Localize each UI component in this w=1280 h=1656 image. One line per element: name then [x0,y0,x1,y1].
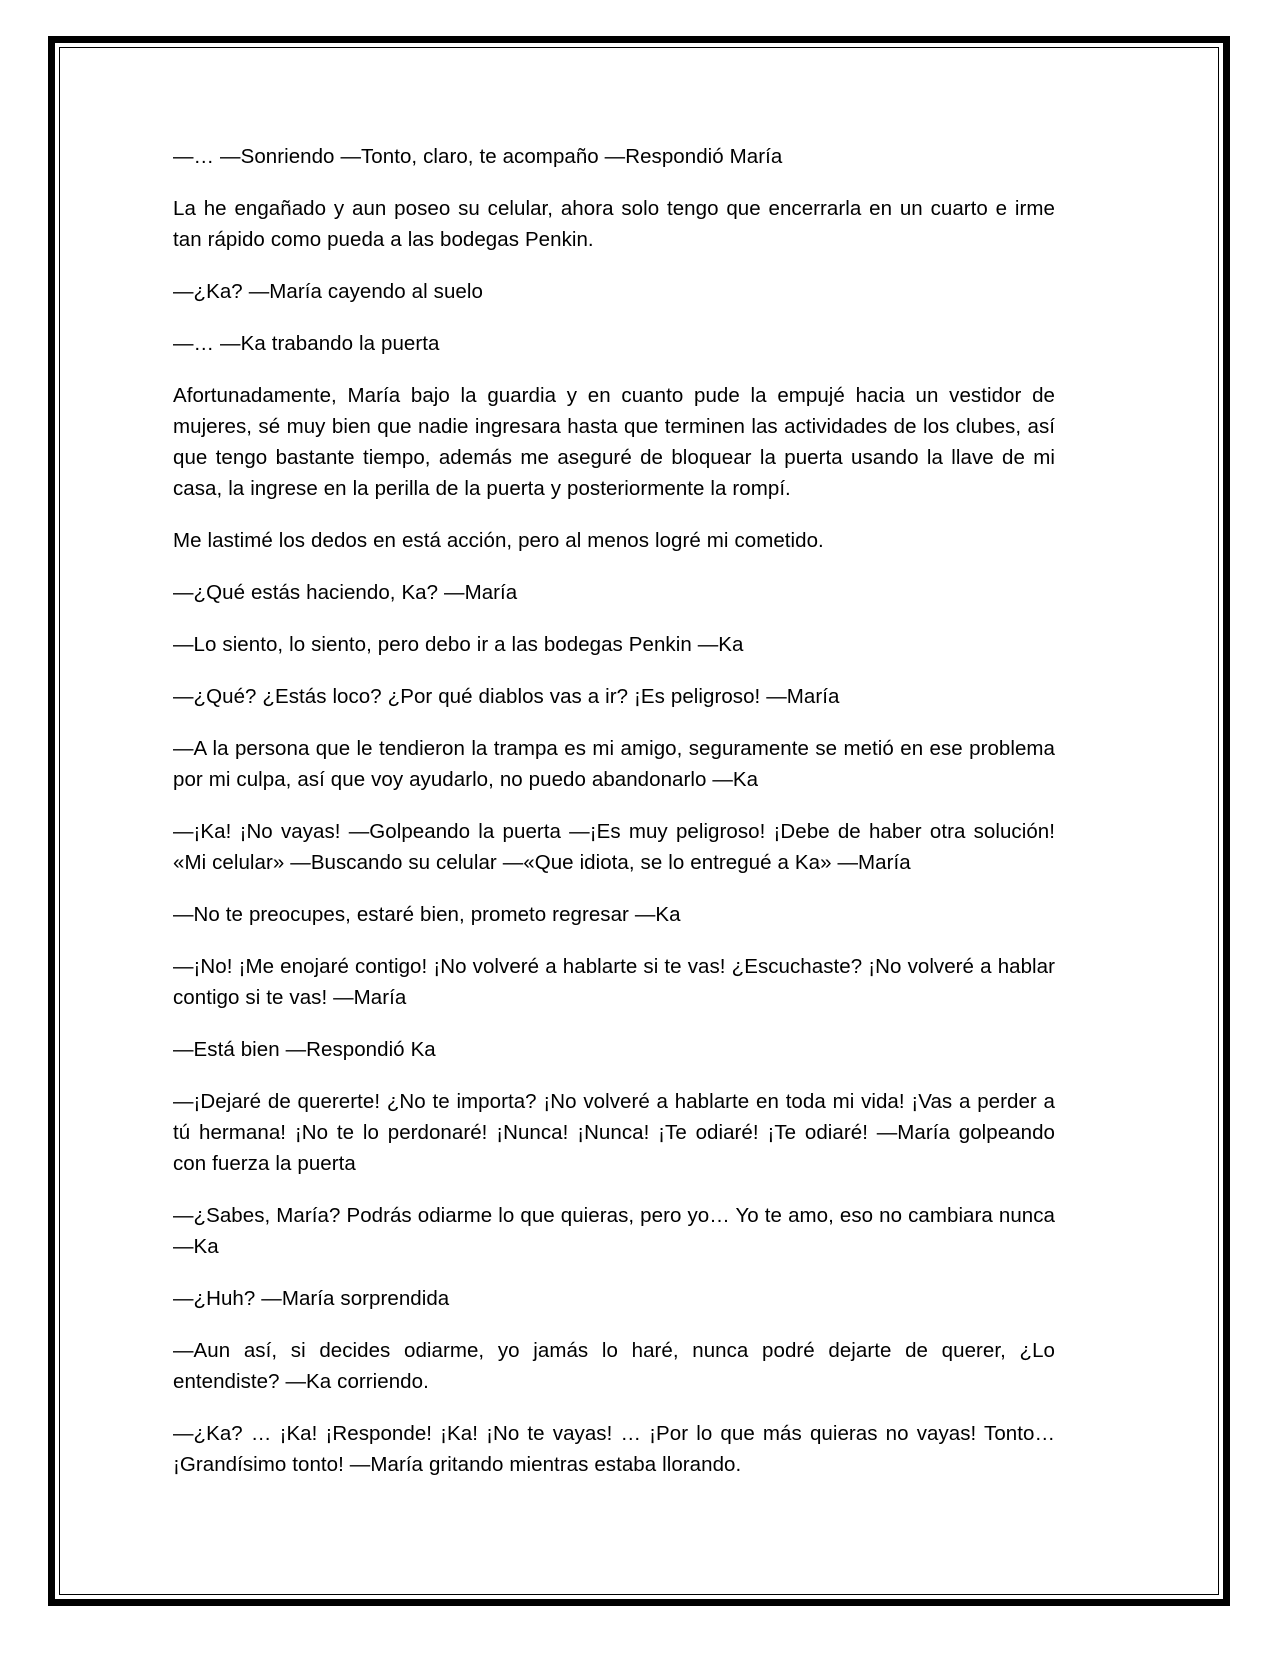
paragraph: —… —Sonriendo —Tonto, claro, te acompaño —Respondió María [173,145,783,168]
paragraph: —¿Qué estás haciendo, Ka? —María [173,581,518,604]
paragraph: Me lastimé los dedos en está acción, pero al menos logré mi cometido. [173,529,824,552]
page-frame [48,36,1230,1606]
paragraph: —Lo siento, lo siento, pero debo ir a las bodegas Penkin —Ka [173,633,744,656]
paragraph: —¿Ka? … ¡Ka! ¡Responde! ¡Ka! ¡No te vayas! … ¡Por lo que más quieras no vayas! Tonto… ¡Grandísimo tonto! —María gritando mientras estaba llorando. [173,1422,1055,1476]
paragraph: —¿Ka? —María cayendo al suelo [173,280,483,303]
paragraph: Afortunadamente, María bajo la guardia y en cuanto pude la empujé hacia un vestidor de mujeres, sé muy bien que nadie ingresara hasta que terminen las actividades de los clubes, así que tengo bastante tiempo, además me aseguré de bloquear la puerta usando la llave de mi casa, la ingrese en la perilla de la puerta y posteriormente la rompí. [173,384,1055,500]
paragraph: —… —Ka trabando la puerta [173,332,440,355]
paragraph: —Está bien —Respondió Ka [173,1038,436,1061]
paragraph: —¡No! ¡Me enojaré contigo! ¡No volveré a hablarte si te vas! ¿Escuchaste? ¡No volveré a hablar contigo si te vas! —María [173,955,1055,1009]
document-text-column [173,141,1055,1480]
paragraph: —A la persona que le tendieron la trampa es mi amigo, seguramente se metió en ese problema por mi culpa, así que voy ayudarlo, no puedo abandonarlo —Ka [173,737,1055,791]
paragraph: —¿Sabes, María? Podrás odiarme lo que quieras, pero yo… Yo te amo, eso no cambiara nunca —Ka [173,1204,1055,1258]
page-frame-inner-rule [59,47,1219,1595]
paragraph: —¡Dejaré de quererte! ¿No te importa? ¡No volveré a hablarte en toda mi vida! ¡Vas a perder a tú hermana! ¡No te lo perdonaré! ¡Nunca! ¡Nunca! ¡Te odiaré! ¡Te odiaré! —María golpeando con fuerza la puerta [173,1090,1055,1175]
paragraph: —¿Huh? —María sorprendida [173,1287,450,1310]
paragraph: —¡Ka! ¡No vayas! —Golpeando la puerta —¡Es muy peligroso! ¡Debe de haber otra solución! «Mi celular» —Buscando su celular —«Que idiota, se lo entregué a Ka» —María [173,820,1055,874]
paragraph: —Aun así, si decides odiarme, yo jamás lo haré, nunca podré dejarte de querer, ¿Lo entendiste? —Ka corriendo. [173,1339,1055,1393]
paragraph: —¿Qué? ¿Estás loco? ¿Por qué diablos vas a ir? ¡Es peligroso! —María [173,685,840,708]
paragraph: —No te preocupes, estaré bien, prometo regresar —Ka [173,903,681,926]
paragraph: La he engañado y aun poseo su celular, ahora solo tengo que encerrarla en un cuarto e irme tan rápido como pueda a las bodegas Penkin. [173,197,1055,251]
